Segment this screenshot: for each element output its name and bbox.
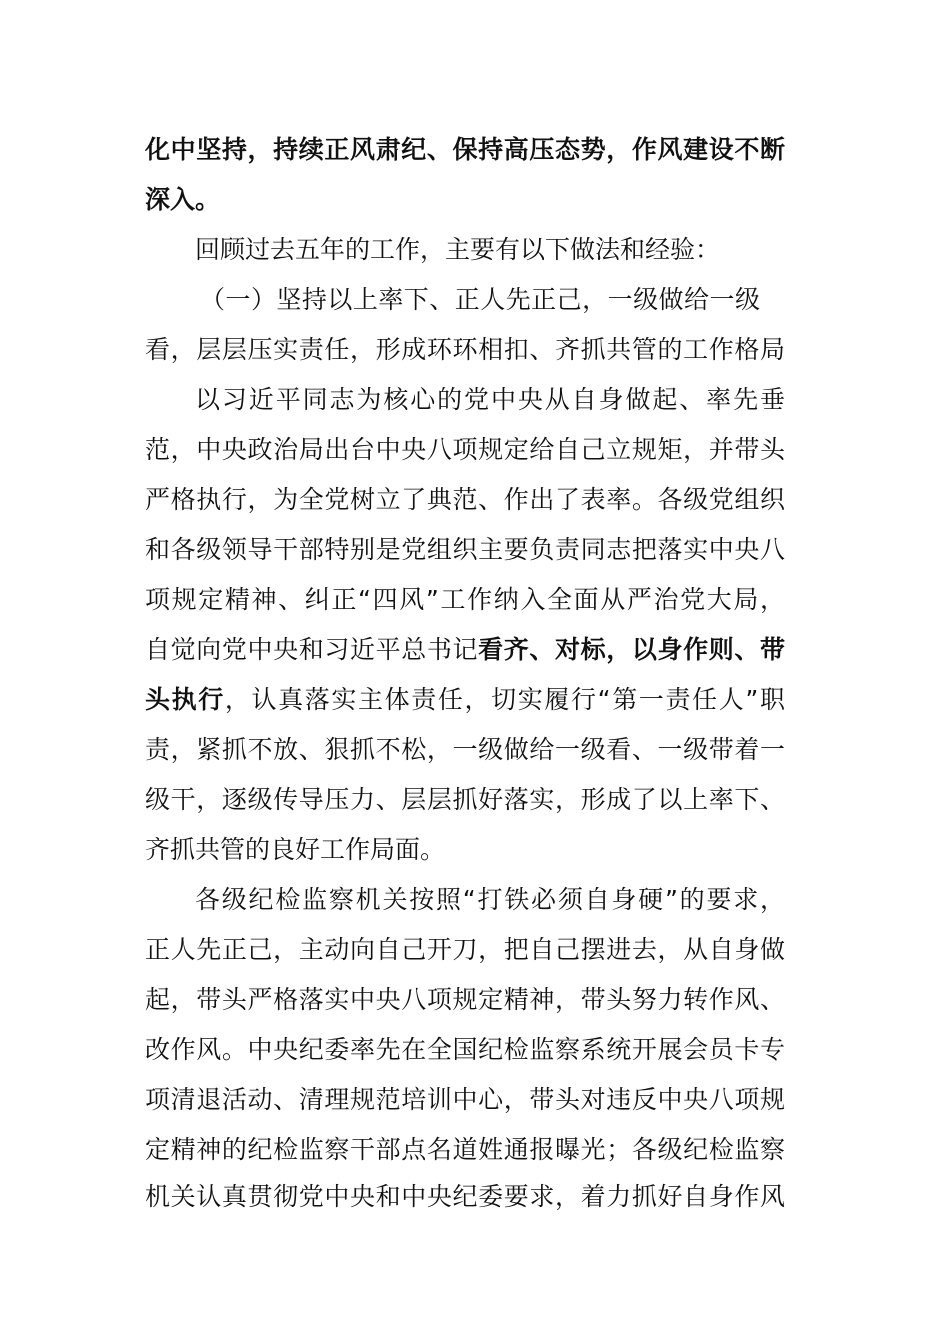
text-run: 责，紧抓不放、狠抓不松，一级做给一级看、一级带着一 <box>145 735 785 764</box>
text-line <box>145 1025 785 1075</box>
text-run: 项规定精神、纠正“四风”工作纳入全面从严治党大局， <box>145 585 785 614</box>
text-line <box>145 425 785 475</box>
text-line <box>145 775 785 825</box>
text-line <box>145 125 785 175</box>
text-line <box>145 1125 785 1175</box>
text-line <box>145 575 785 625</box>
text-line <box>145 825 785 875</box>
text-run: ，认真落实主体责任，切实履行“第一责任人”职 <box>224 685 785 714</box>
text-line <box>195 875 785 925</box>
text-run: 齐抓共管的良好工作局面。 <box>145 835 446 864</box>
text-run: 范，中央政治局出台中央八项规定给自己立规矩，并带头 <box>145 435 785 464</box>
text-run: （一）坚持以上率下、正人先正己，一级做给一级 <box>200 285 760 314</box>
text-line <box>195 225 785 275</box>
text-run: 定精神的纪检监察干部点名道姓通报曝光；各级纪检监察 <box>145 1135 785 1164</box>
text-run: 以习近平同志为核心的党中央从自身做起、率先垂 <box>195 385 785 414</box>
bold-text-run: 头执行 <box>145 685 225 714</box>
section-heading-line <box>200 275 760 325</box>
text-line <box>145 675 785 725</box>
text-line <box>145 475 785 525</box>
bold-text-run: 看齐、对标，以身作则、带 <box>478 635 785 664</box>
text-run: 回顾过去五年的工作，主要有以下做法和经验： <box>195 235 721 264</box>
text-run: 起，带头严格落实中央八项规定精神，带头努力转作风、 <box>145 985 785 1014</box>
text-line <box>145 725 785 775</box>
text-line <box>145 975 785 1025</box>
text-line <box>145 175 785 225</box>
text-run: 化中坚持，持续正风肃纪、保持高压态势，作风建设不断 <box>145 135 785 164</box>
text-run: 项清退活动、清理规范培训中心，带头对违反中央八项规 <box>145 1085 785 1114</box>
text-run: 改作风。中央纪委率先在全国纪检监察系统开展会员卡专 <box>145 1035 785 1064</box>
text-line <box>195 375 785 425</box>
text-line <box>145 1075 785 1125</box>
text-run: 各级纪检监察机关按照“打铁必须自身硬”的要求， <box>195 885 785 914</box>
section-heading-line <box>145 325 785 375</box>
text-run: 严格执行，为全党树立了典范、作出了表率。各级党组织 <box>145 485 785 514</box>
text-run: 级干，逐级传导压力、层层抓好落实，形成了以上率下、 <box>145 785 785 814</box>
text-line <box>145 525 785 575</box>
text-run: 看，层层压实责任，形成环环相扣、齐抓共管的工作格局 <box>145 335 785 364</box>
text-run: 自觉向党中央和习近平总书记 <box>145 635 479 664</box>
text-line <box>145 1172 785 1222</box>
text-line <box>145 925 785 975</box>
text-run: 正人先正己，主动向自己开刀，把自己摆进去，从自身做 <box>145 935 785 964</box>
text-run: 深入。 <box>145 185 221 214</box>
text-line <box>145 625 785 675</box>
text-run: 机关认真贯彻党中央和中央纪委要求，着力抓好自身作风 <box>145 1182 785 1211</box>
text-run: 和各级领导干部特别是党组织主要负责同志把落实中央八 <box>145 535 785 564</box>
